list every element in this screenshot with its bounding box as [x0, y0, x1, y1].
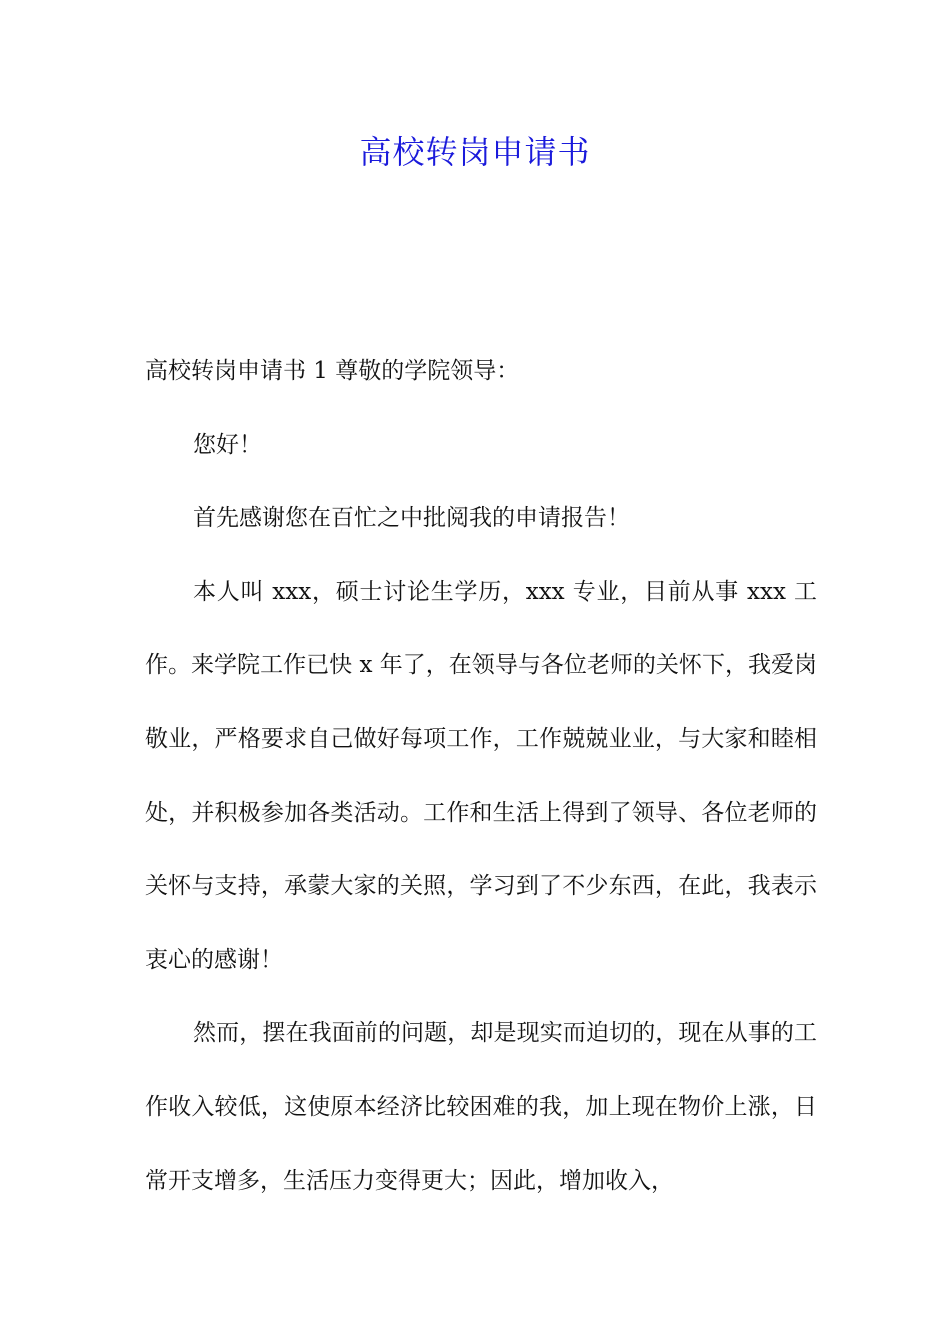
- reason-paragraph: 然而，摆在我面前的问题，却是现实而迫切的，现在从事的工作收入较低，这使原本经济比较困难的我，加上现在物价上涨，日常开支增多，生活压力变得更大；因此，增加收入，: [145, 1020, 817, 1194]
- salutation-paragraph: 高校转岗申请书 1 尊敬的学院领导：: [145, 358, 520, 384]
- document-title: 高校转岗申请书: [359, 133, 591, 171]
- thanks-paragraph: 首先感谢您在百忙之中批阅我的申请报告！: [193, 505, 630, 532]
- document-body: [145, 335, 817, 1218]
- introduction-paragraph: 本人叫 xxx，硕士讨论生学历，xxx 专业，目前从事 xxx 工作。来学院工作已快 x 年了，在领导与各位老师的关怀下，我爱岗敬业，严格要求自己做好每项工作，工作兢兢业业，与大家和睦相处，并积极参加各类活动。工作和生活上得到了领导、各位老师的关怀与支持，承蒙大家的关照，学习到了不少东西，在此，我表示衷心的感谢！: [145, 578, 817, 973]
- greeting-paragraph: 您好！: [193, 431, 262, 458]
